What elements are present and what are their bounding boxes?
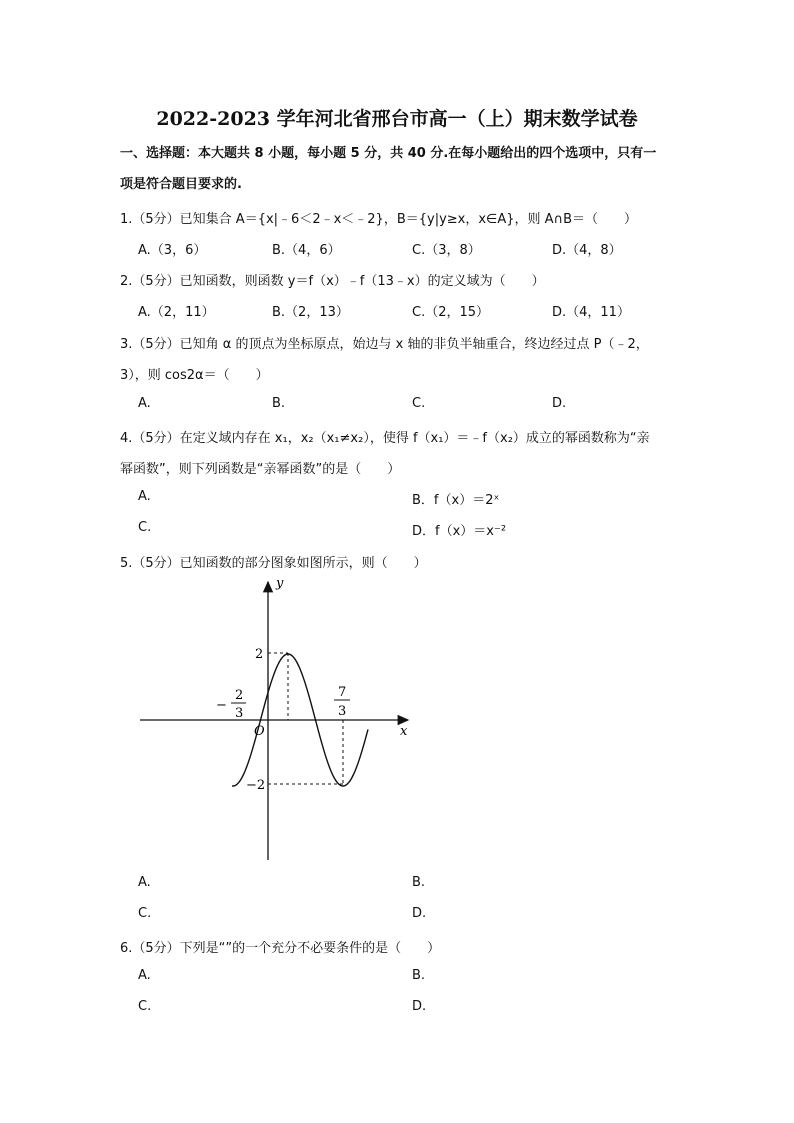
q3-option-d[interactable]: D. <box>552 396 567 411</box>
question-5: 5.（5分）已知函数的部分图象如图所示，则（ ） <box>120 556 427 571</box>
question-2: 2.（5分）已知函数，则函数 y＝f（x）﹣f（13﹣x）的定义域为（ ） <box>120 274 545 289</box>
y-min-label: −2 <box>246 778 266 793</box>
origin-label: O <box>254 724 265 739</box>
q4-option-a[interactable]: A. <box>138 489 151 504</box>
q3-option-c[interactable]: C. <box>412 396 426 411</box>
q5-option-d[interactable]: D. <box>412 906 427 921</box>
left-fraction-numerator: 2 <box>235 688 244 703</box>
section-line-1: 一、选择题：本大题共 8 小题，每小题 5 分，共 40 分.在每小题给出的四个选项中，只有一 <box>120 146 657 161</box>
q4-option-b[interactable]: B．f（x）＝2ˣ <box>412 493 500 508</box>
left-fraction-denominator: 3 <box>235 706 244 721</box>
section-line-2: 项是符合题目要求的. <box>120 177 242 192</box>
question-6: 6.（5分）下列是“”的一个充分不必要条件的是（ ） <box>120 941 441 956</box>
q4-option-c[interactable]: C. <box>138 520 152 535</box>
q6-option-b[interactable]: B. <box>412 968 426 983</box>
right-fraction-denominator: 3 <box>338 704 347 719</box>
y-axis-label: y <box>276 576 284 591</box>
question-3-line-2: 3），则 cos2α＝（ ） <box>120 368 269 383</box>
q1-option-b[interactable]: B.（4，6） <box>272 243 341 258</box>
q5-option-c[interactable]: C. <box>138 906 152 921</box>
right-fraction-numerator: 7 <box>338 685 347 700</box>
question-4-line-2: 幂函数”，则下列函数是“亲幂函数”的是（ ） <box>120 462 401 477</box>
q3-option-a[interactable]: A. <box>138 396 151 411</box>
y-max-label: 2 <box>255 647 264 662</box>
q2-option-c[interactable]: C.（2，15） <box>412 305 490 320</box>
q6-option-d[interactable]: D. <box>412 999 427 1014</box>
q1-option-d[interactable]: D.（4，8） <box>552 243 622 258</box>
q5-option-a[interactable]: A. <box>138 875 151 890</box>
q6-option-c[interactable]: C. <box>138 999 152 1014</box>
x-axis-label: x <box>400 724 408 739</box>
q4-option-d[interactable]: D．f（x）＝x⁻² <box>412 524 507 539</box>
q5-option-b[interactable]: B. <box>412 875 426 890</box>
q6-option-a[interactable]: A. <box>138 968 151 983</box>
q1-option-c[interactable]: C.（3，8） <box>412 243 481 258</box>
question-1: 1.（5分）已知集合 A＝{x|﹣6＜2﹣x＜﹣2}，B＝{y|y≥x，x∈A}，则 A∩B＝（ ） <box>120 212 638 227</box>
page-title: 2022-2023 学年河北省邢台市高一（上）期末数学试卷 <box>156 108 638 130</box>
q2-option-d[interactable]: D.（4，11） <box>552 305 630 320</box>
q3-option-b[interactable]: B. <box>272 396 286 411</box>
question-3-line-1: 3.（5分）已知角 α 的顶点为坐标原点，始边与 x 轴的非负半轴重合，终边经过点 P（﹣2， <box>120 337 649 352</box>
question-4-line-1: 4.（5分）在定义域内存在 x₁，x₂（x₁≠x₂），使得 f（x₁）＝﹣f（x₂）成立的幂函数称为“亲 <box>120 431 650 446</box>
q2-option-b[interactable]: B.（2，13） <box>272 305 349 320</box>
q2-option-a[interactable]: A.（2，11） <box>138 305 215 320</box>
left-fraction-sign: − <box>216 698 227 713</box>
q1-option-a[interactable]: A.（3，6） <box>138 243 207 258</box>
